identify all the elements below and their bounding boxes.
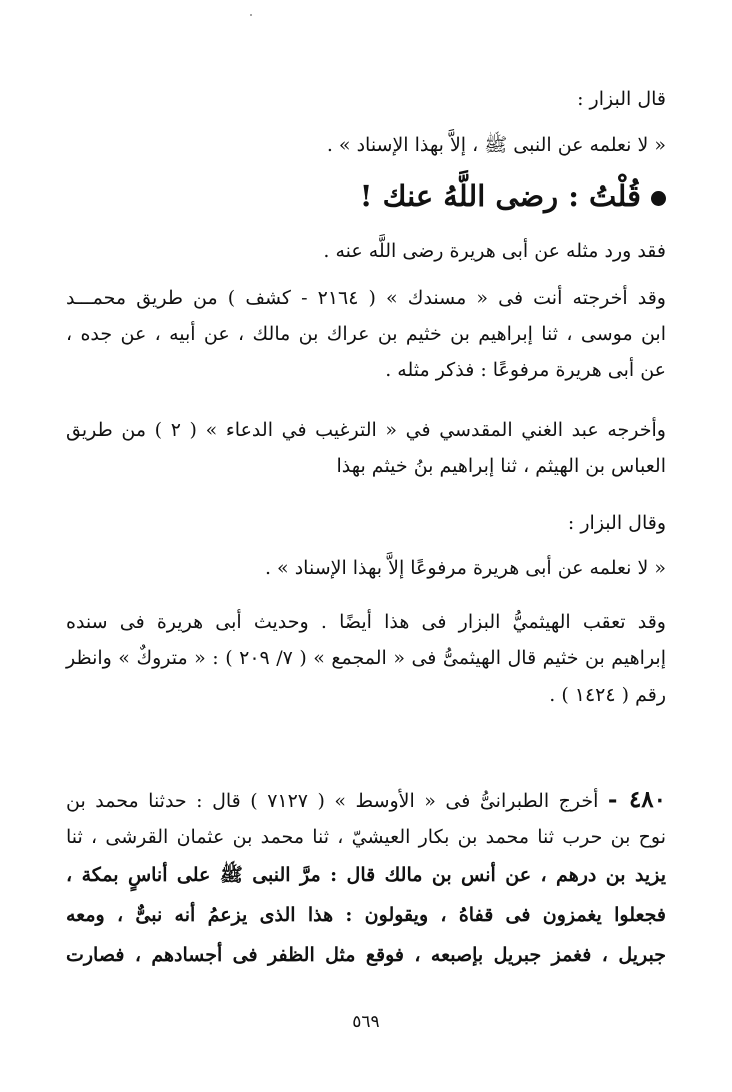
hadith-line-3: يزيد بن درهم ، عن أنس بن مالك قال : مرَّ النبى ﷺ على أناسٍ بمكة ، — [66, 864, 666, 886]
text-line-maqdisi: وأخرجه عبد الغني المقدسي في « الترغيب في الدعاء » ( ٢ ) من طريق — [66, 419, 666, 441]
text-line-abu-hurayra: فقد ورد مثله عن أبى هريرة رضى اللَّه عنه . — [323, 240, 666, 262]
text-line-majma: إبراهيم بن خثيم قال الهيثمىُّ فى « المجمع » ( ٧/ ٢٠٩ ) : « متروكٌ » وانظر — [66, 647, 667, 669]
text-line-ibn-musa: ابن موسى ، ثنا إبراهيم بن خثيم بن عراك بن مالك ، عن أبيه ، عن جده ، — [66, 323, 666, 345]
scan-speck — [250, 14, 252, 16]
text-line-marfu: عن أبى هريرة مرفوعًا : فذكر مثله . — [385, 359, 666, 381]
hadith-line-5: جبريل ، فغمز جبريل بإصبعه ، فوقع مثل الظفر فى أجسادهم ، فصارت — [66, 944, 666, 966]
text-line-haythami: وقد تعقب الهيثميُّ البزار فى هذا أيضًا . وحديث أبى هريرة فى سنده — [66, 611, 666, 633]
hadith-first-line — [66, 785, 666, 816]
hadith-line-4: فجعلوا يغمزون فى قفاهُ ، ويقولون : هذا الذى يزعمُ أنه نبىٌّ ، ومعه — [66, 904, 666, 926]
bazzar-quote-line-2: « لا نعلمه عن أبى هريرة مرفوعًا إلاَّ بهذا الإسناد » . — [264, 557, 666, 579]
heading-text: قُلْتُ : رضى اللَّهُ عنك ! — [359, 179, 641, 213]
hadith-first-line-text: أخرج الطبرانىُّ فى « الأوسط » ( ٧١٢٧ ) قال : حدثنا محمد بن — [66, 790, 599, 812]
bazzar-quote-line: « لا نعلمه عن النبى ﷺ ، إلاَّ بهذا الإسناد » . — [326, 134, 666, 156]
text-line-abbas: العباس بن الهيثم ، ثنا إبراهيم بنُ خيثم بهذا — [336, 455, 666, 477]
text-line-musnad: وقد أخرجته أنت فى « مسندك » ( ٢١٦٤ - كشف ) من طريق محمـــد — [66, 287, 666, 309]
hadith-line-2: نوح بن حرب ثنا محمد بن بكار العيشيّ ، ثنا محمد بن عثمان القرشى ، ثنا — [66, 826, 666, 848]
page-number: ٥٦٩ — [352, 1012, 380, 1032]
bazzar-said-line: قال البزار : — [577, 88, 666, 110]
hadith-number: ٤٨٠ - — [607, 786, 666, 813]
bazzar-said-line-2: وقال البزار : — [567, 512, 666, 534]
text-line-raqm: رقم ( ١٤٢٤ ) . — [549, 684, 666, 706]
heading-line — [360, 176, 666, 216]
bullet-icon — [651, 191, 666, 206]
